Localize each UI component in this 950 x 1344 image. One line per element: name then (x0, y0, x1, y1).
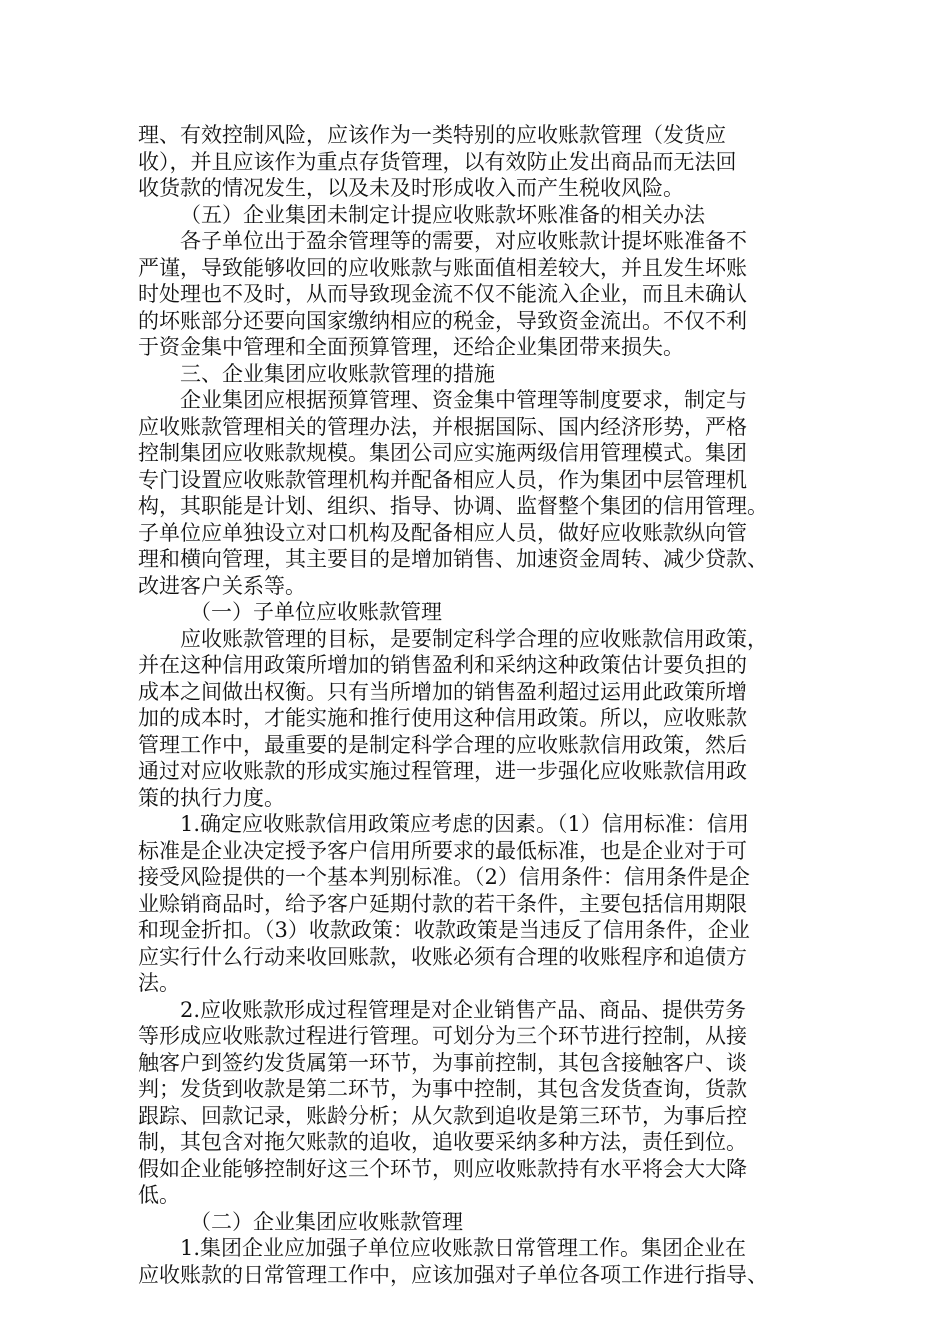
text-line: 应收账款管理的目标，是要制定科学合理的应收账款信用政策， (180, 626, 768, 651)
text-line: 成本之间做出权衡。只有当所增加的销售盈利超过运用此政策所增 (138, 679, 747, 704)
text-line: 收货款的情况发生，以及未及时形成收入而产生税收风险。 (138, 176, 684, 200)
text-line: 标准是企业决定授予客户信用所要求的最低标准，也是企业对于可 (138, 838, 747, 863)
section-heading: （五）企业集团未制定计提应收账款坏账准备的相关办法 (180, 202, 705, 227)
text-line: 加的成本时，才能实施和推行使用这种信用政策。所以，应收账款 (138, 706, 747, 730)
text-line: 改进客户关系等。 (138, 573, 306, 598)
section-heading: （二）企业集团应收账款管理 (190, 1209, 463, 1234)
text-line: 通过对应收账款的形成实施过程管理，进一步强化应收账款信用政 (138, 759, 747, 783)
text-line: 制，其包含对拖欠账款的追收，追收要采纳多种方法，责任到位。 (138, 1130, 747, 1154)
text-line: 应实行什么行动来收回账款，收账必须有合理的收账程序和追债方 (138, 944, 747, 969)
text-line: 的坏账部分还要向国家缴纳相应的税金，导致资金流出。不仅不利 (138, 308, 747, 333)
text-line: 各子单位出于盈余管理等的需要，对应收账款计提坏账准备不 (180, 229, 747, 253)
text-line: 控制集团应收账款规模。集团公司应实施两级信用管理模式。集团 (138, 441, 747, 465)
text-line: 时处理也不及时，从而导致现金流不仅不能流入企业，而且未确认 (138, 282, 747, 306)
text-line: 接受风险提供的一个基本判别标准。（2）信用条件：信用条件是企 (138, 865, 750, 889)
text-line: 业赊销商品时，给予客户延期付款的若干条件，主要包括信用期限 (138, 891, 747, 916)
section-heading: 三、企业集团应收账款管理的措施 (180, 361, 495, 386)
text-line: 理和横向管理，其主要目的是增加销售、加速资金周转、减少贷款、 (138, 547, 768, 571)
text-line: 触客户到签约发货属第一环节，为事前控制，其包含接触客户、谈 (138, 1050, 747, 1075)
text-line: 跟踪、回款记录，账龄分析；从欠款到追收是第三环节，为事后控 (138, 1103, 747, 1128)
text-line: 管理工作中，最重要的是制定科学合理的应收账款信用政策，然后 (138, 732, 747, 757)
text-line: 于资金集中管理和全面预算管理，还给企业集团带来损失。 (138, 335, 684, 359)
text-line: 2.应收账款形成过程管理是对企业销售产品、商品、提供劳务 (180, 997, 747, 1022)
text-line: 假如企业能够控制好这三个环节，则应收账款持有水平将会大大降 (138, 1156, 747, 1181)
text-line: 子单位应单独设立对口机构及配备相应人员，做好应收账款纵向管 (138, 520, 747, 545)
text-line: 构，其职能是计划、组织、指导、协调、监督整个集团的信用管理。 (138, 494, 768, 518)
text-line: 策的执行力度。 (138, 785, 285, 810)
text-line: 并在这种信用政策所增加的销售盈利和采纳这种政策估计要负担的 (138, 653, 747, 677)
text-line: 等形成应收账款过程进行管理。可划分为三个环节进行控制，从接 (138, 1024, 747, 1048)
text-line: 1.确定应收账款信用政策应考虑的因素。（1）信用标准：信用 (180, 812, 749, 836)
section-heading: （一）子单位应收账款管理 (190, 600, 442, 624)
text-line: 低。 (138, 1183, 180, 1207)
text-line: 专门设置应收账款管理机构并配备相应人员，作为集团中层管理机 (138, 467, 747, 492)
text-line: 判；发货到收款是第二环节，为事中控制，其包含发货查询，货款 (138, 1077, 747, 1101)
text-line: 收），并且应该作为重点存货管理，以有效防止发出商品而无法回 (138, 149, 737, 174)
document-body (138, 122, 808, 1288)
text-line: 1.集团企业应加强子单位应收账款日常管理工作。集团企业在 (180, 1236, 747, 1260)
text-line: 企业集团应根据预算管理、资金集中管理等制度要求，制定与 (180, 388, 747, 412)
text-line: 法。 (138, 971, 180, 995)
text-line: 严谨，导致能够收回的应收账款与账面值相差较大，并且发生坏账 (138, 255, 747, 280)
text-line: 理、有效控制风险，应该作为一类特别的应收账款管理（发货应 (138, 123, 726, 147)
text-line: 应收账款的日常管理工作中，应该加强对子单位各项工作进行指导、 (138, 1262, 768, 1287)
text-line: 和现金折扣。（3）收款政策：收款政策是当违反了信用条件，企业 (138, 918, 750, 942)
text-line: 应收账款管理相关的管理办法，并根据国际、国内经济形势，严格 (138, 414, 747, 439)
